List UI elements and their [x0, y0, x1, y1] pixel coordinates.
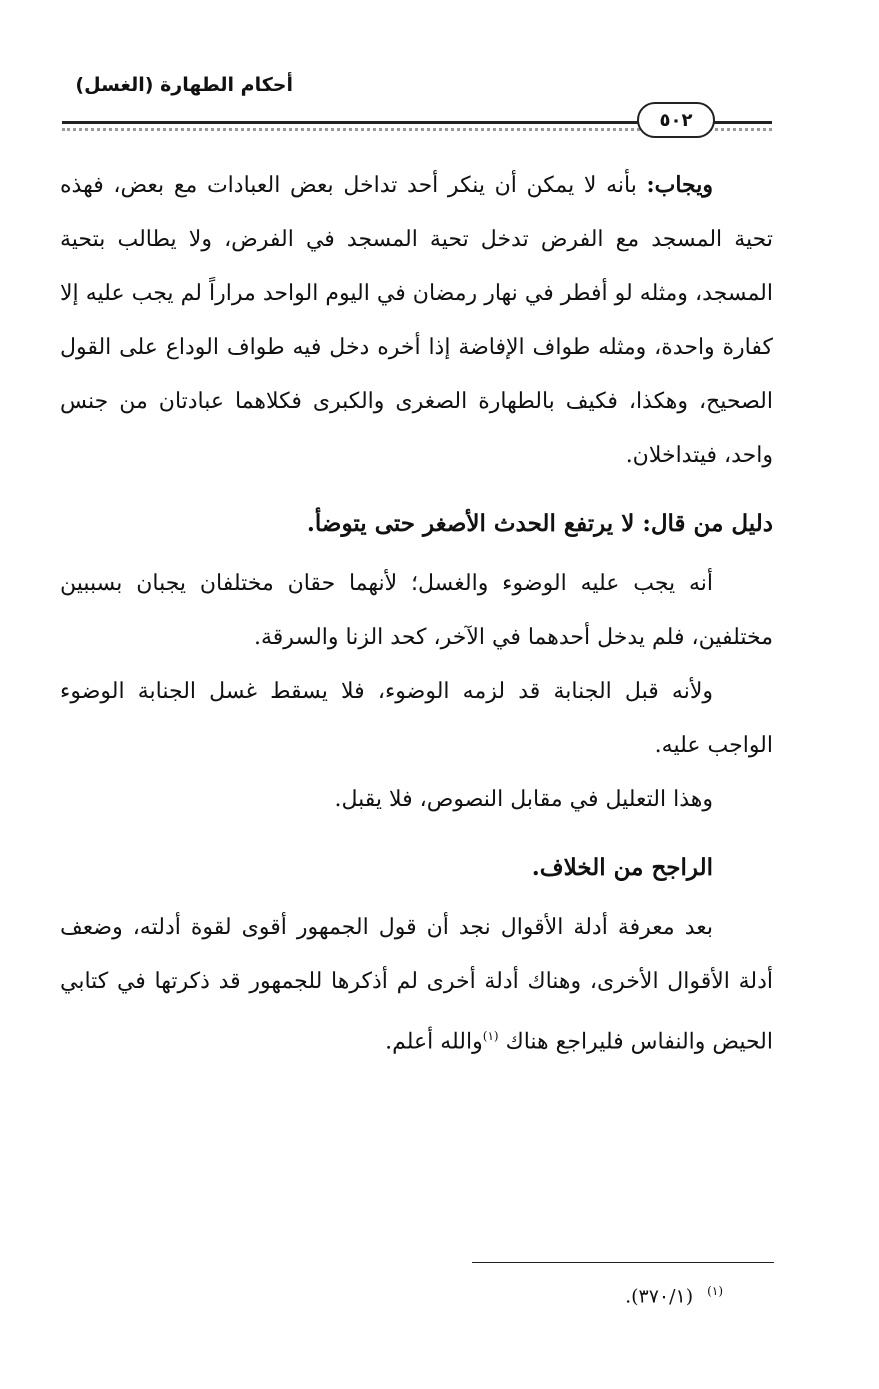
paragraph-rebuttal: وهذا التعليل في مقابل النصوص، فلا يقبل. — [334, 787, 713, 812]
paragraph-evidence-1: أنه يجب عليه الوضوء والغسل؛ لأنهما حقان مختلفان يجبان بسببين مختلفين، فلم يدخل أحدهما في الآخر، كحد الزنا والسرقة. — [60, 571, 773, 650]
footnote-marker: (١) — [707, 1284, 723, 1298]
response-text: بأنه لا يمكن أن ينكر أحد تداخل بعض العبادات مع بعض، فهذه تحية المسجد مع الفرض تدخل تحية المسجد في الفرض، ولا يطالب بتحية المسجد، ومثله لو أفطر في نهار رمضان في اليوم الواحد مراراً لم يجب عليه إلا كفارة واحدة، ومثله طواف الإفاضة إذا أخره دخل فيه طواف الوداع على القول الصحيح، وهكذا، فكيف بالطهارة الصغرى والكبرى فكلاهما عبادتان من جنس واحد، فيتداخلان. — [60, 173, 773, 468]
paragraph-evidence-2: ولأنه قبل الجنابة قد لزمه الوضوء، فلا يسقط غسل الجنابة الوضوء الواجب عليه. — [60, 679, 773, 758]
footnote-rule — [472, 1262, 774, 1263]
footnote-reference[interactable]: (١) — [482, 1029, 499, 1043]
response-lead: ويجاب: — [646, 172, 713, 198]
section-heading-evidence — [60, 491, 773, 557]
paragraph-conclusion — [60, 901, 773, 1069]
conclusion-end: والله أعلم. — [385, 1029, 483, 1055]
page-number: ٥٠٢ — [637, 102, 715, 138]
conclusion-text: بعد معرفة أدلة الأقوال نجد أن قول الجمهور أقوى لقوة أدلته، وضعف أدلة الأقوال الأخرى، وهناك أدلة أخرى لم أذكرها للجمهور قد ذكرتها في كتابي الحيض والنفاس فليراجع هناك — [60, 915, 773, 1055]
running-title: أحكام الطهارة (الغسل) — [75, 74, 293, 96]
footnote-text: (٣٧٠/١). — [625, 1285, 694, 1308]
section-heading-preferred: الراجح من الخلاف. — [531, 854, 713, 881]
heading-text: لا يرتفع الحدث الأصغر حتى يتوضأ. — [306, 510, 643, 537]
body-text — [60, 158, 773, 1069]
footnote — [625, 1284, 723, 1307]
paragraph-response — [60, 158, 773, 483]
heading-label: دليل من قال: — [642, 510, 773, 537]
